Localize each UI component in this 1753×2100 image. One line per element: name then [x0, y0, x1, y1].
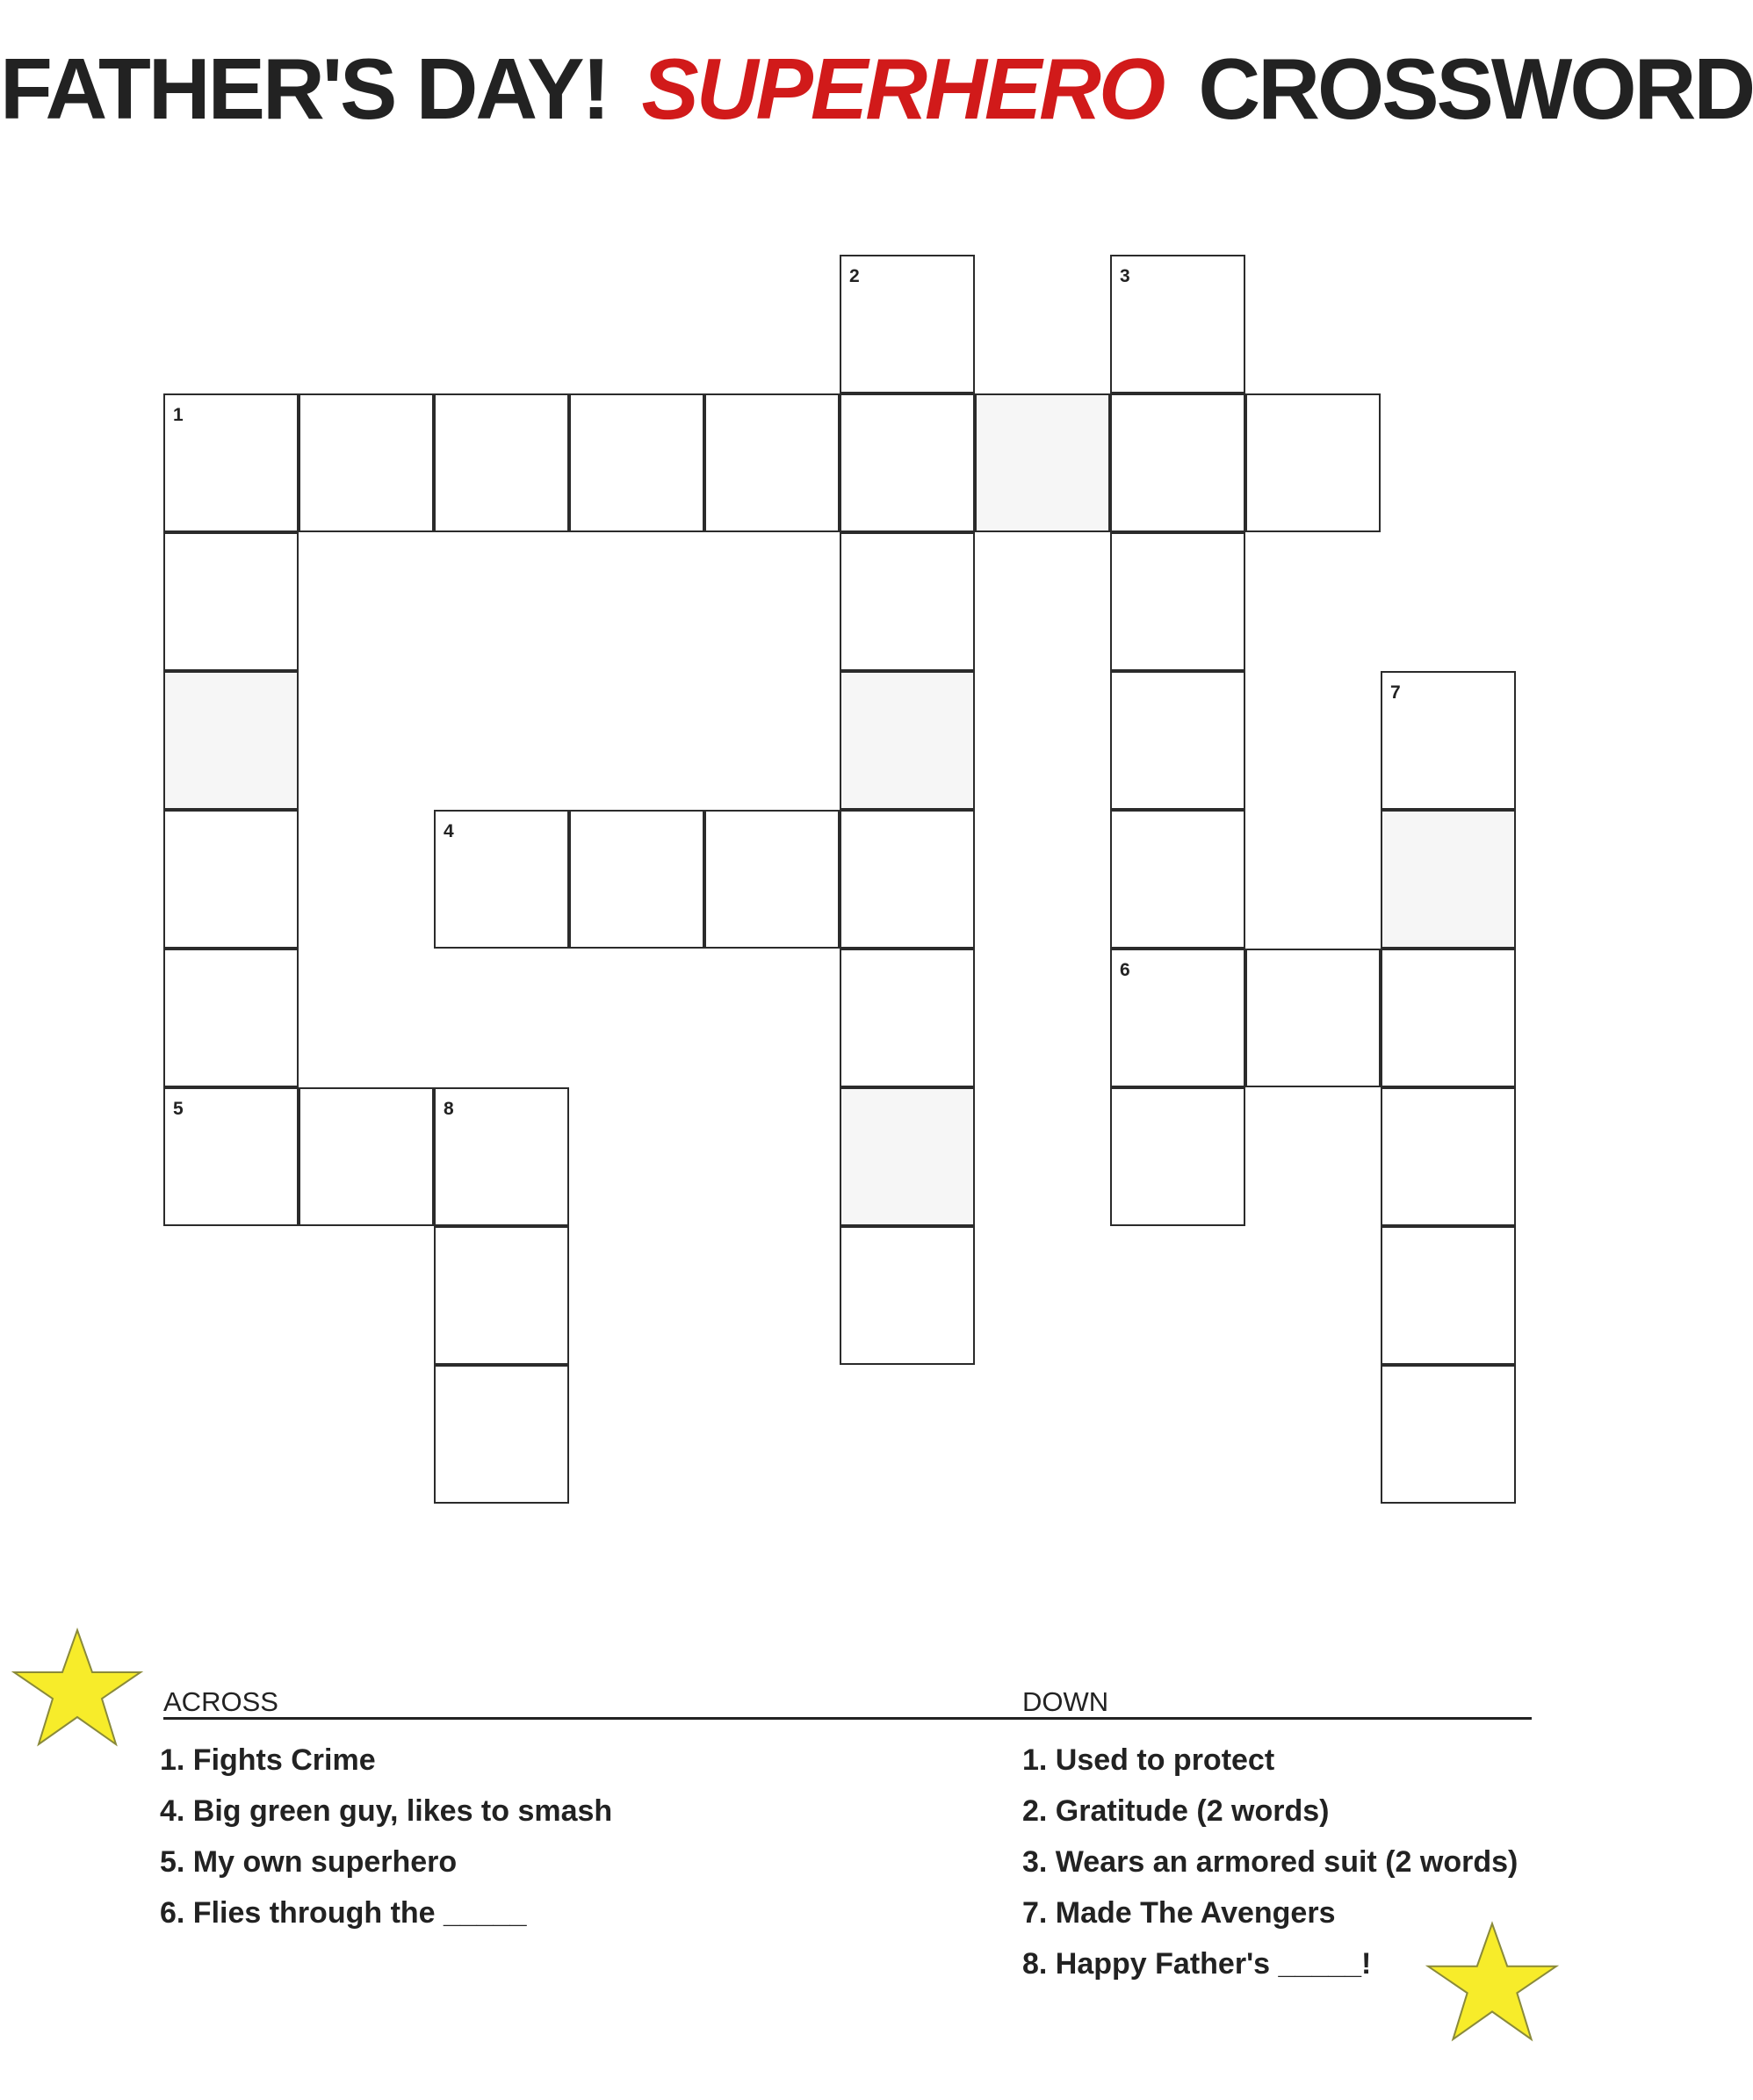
clue-number: 4	[444, 821, 454, 841]
grid-cell[interactable]	[704, 810, 840, 949]
grid-cell[interactable]	[1110, 671, 1245, 810]
across-clue-list	[160, 1735, 612, 1938]
grid-cell[interactable]	[1110, 1087, 1245, 1226]
grid-cell[interactable]	[1110, 393, 1245, 532]
down-clue: 7. Made The Avengers	[1022, 1896, 1336, 1930]
clue-number: 3	[1120, 266, 1130, 286]
down-clue: 1. Used to protect	[1022, 1743, 1275, 1777]
grid-cell[interactable]	[569, 810, 704, 949]
grid-cell[interactable]	[163, 532, 299, 671]
down-heading: DOWN	[1022, 1686, 1109, 1717]
grid-cell[interactable]	[1110, 532, 1245, 671]
grid-cell[interactable]	[434, 1087, 569, 1226]
grid-cell[interactable]	[1381, 810, 1516, 949]
grid-cell[interactable]	[1381, 1365, 1516, 1504]
grid-cell[interactable]	[840, 255, 975, 393]
grid-cell[interactable]	[704, 393, 840, 532]
grid-cell[interactable]	[434, 1365, 569, 1504]
grid-cell[interactable]	[1381, 1087, 1516, 1226]
grid-cell[interactable]	[163, 810, 299, 949]
grid-cell[interactable]	[840, 1087, 975, 1226]
grid-cell[interactable]	[1381, 1226, 1516, 1365]
across-heading: ACROSS	[163, 1686, 278, 1717]
grid-cell[interactable]	[840, 671, 975, 810]
across-clue: 1. Fights Crime	[160, 1743, 376, 1777]
across-clue: 4. Big green guy, likes to smash	[160, 1794, 613, 1828]
grid-cell[interactable]	[840, 393, 975, 532]
grid-cell[interactable]	[434, 810, 569, 949]
grid-cell[interactable]	[840, 949, 975, 1087]
clue-number: 1	[173, 405, 184, 425]
grid-cell[interactable]	[434, 393, 569, 532]
title-part-2: SUPERHERO	[641, 40, 1164, 137]
grid-cell[interactable]	[163, 393, 299, 532]
clue-number: 5	[173, 1099, 184, 1119]
clue-number: 7	[1390, 682, 1401, 703]
across-clue: 5. My own superhero	[160, 1845, 458, 1879]
grid-cell[interactable]	[299, 1087, 434, 1226]
down-clue: 3. Wears an armored suit (2 words)	[1022, 1845, 1519, 1879]
grid-cell[interactable]	[569, 393, 704, 532]
clue-number: 2	[849, 266, 860, 286]
grid-cell[interactable]	[975, 393, 1110, 532]
grid-cell[interactable]	[434, 1226, 569, 1365]
grid-cell[interactable]	[1110, 255, 1245, 393]
grid-cell[interactable]	[163, 949, 299, 1087]
down-clue: 2. Gratitude (2 words)	[1022, 1794, 1330, 1828]
grid-cell[interactable]	[1110, 810, 1245, 949]
grid-cell[interactable]	[1381, 671, 1516, 810]
grid-cell[interactable]	[1245, 393, 1381, 532]
grid-cell[interactable]	[1381, 949, 1516, 1087]
grid-cell[interactable]	[163, 671, 299, 810]
title-part-1: FATHER'S DAY!	[0, 40, 609, 137]
across-clue: 6. Flies through the _____	[160, 1896, 527, 1930]
grid-cell[interactable]	[163, 1087, 299, 1226]
title-part-3: CROSSWORD	[1198, 40, 1753, 137]
star-icon	[7, 1627, 148, 1750]
grid-cell[interactable]	[840, 1226, 975, 1365]
down-clue: 8. Happy Father's _____!	[1022, 1947, 1372, 1981]
grid-cell[interactable]	[1110, 949, 1245, 1087]
down-divider	[1022, 1717, 1532, 1720]
grid-cell[interactable]	[299, 393, 434, 532]
clue-number: 6	[1120, 960, 1130, 980]
across-divider	[163, 1717, 1059, 1720]
grid-cell[interactable]	[1245, 949, 1381, 1087]
clue-number: 8	[444, 1099, 454, 1119]
down-clue-list	[1022, 1735, 1518, 1989]
grid-cell[interactable]	[840, 810, 975, 949]
grid-cell[interactable]	[840, 532, 975, 671]
